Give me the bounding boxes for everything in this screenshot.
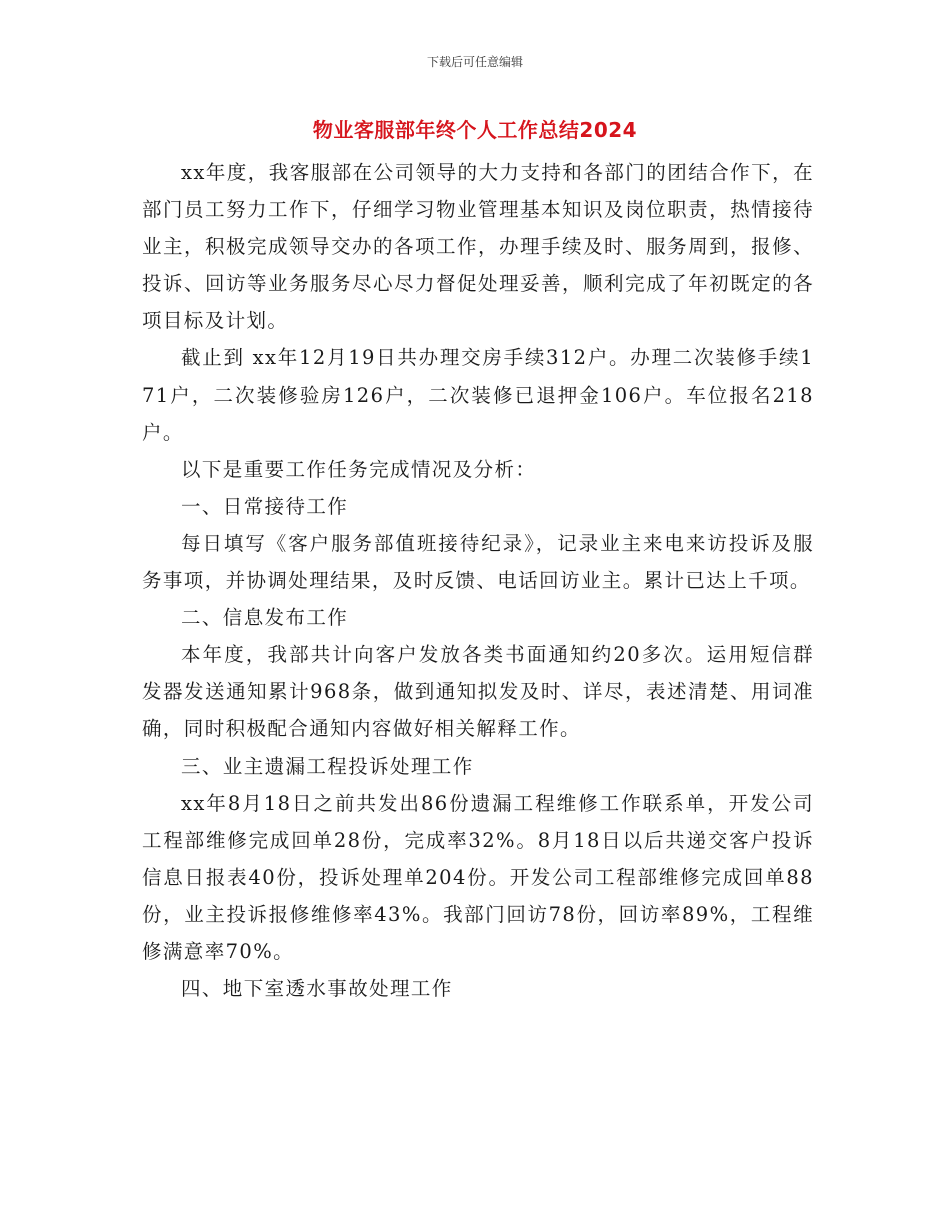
section-heading-basement: 四、地下室透水事故处理工作	[181, 977, 453, 1001]
paragraph-reception: 每日填写《客户服务部值班接待纪录》，记录业主来电来访投诉及服务事项，并协调处理结果，及时反馈、电话回访业主。累计已达上千项。	[142, 531, 814, 593]
section-heading-reception: 一、日常接待工作	[181, 494, 349, 518]
section-heading-information: 二、信息发布工作	[181, 606, 349, 630]
paragraph-complaints: xx年8月18日之前共发出86份遗漏工程维修工作联系单，开发公司工程部维修完成回单28份，完成率32%。8月18日以后共递交客户投诉信息日报表40份，投诉处理单204份。开发公司工程部维修完成回单88份，业主投诉报修维修率43%。我部门回访78份，回访率89%，工程维修满意率70%。	[142, 791, 814, 963]
paragraph-information: 本年度，我部共计向客户发放各类书面通知约20多次。运用短信群发器发送通知累计968条，做到通知拟发及时、详尽，表述清楚、用词准确，同时积极配合通知内容做好相关解释工作。	[142, 643, 814, 741]
document-title: 物业客服部年终个人工作总结2024	[312, 118, 638, 142]
header-note: 下载后可任意编辑	[426, 55, 523, 69]
document-body	[142, 154, 814, 1007]
paragraph-intro: xx年度，我客服部在公司领导的大力支持和各部门的团结合作下，在部门员工努力工作下，仔细学习物业管理基本知识及岗位职责，热情接待业主，积极完成领导交办的各项工作，办理手续及时、服务周到，报修、投诉、回访等业务服务尽心尽力督促处理妥善，顺利完成了年初既定的各项目标及计划。	[142, 161, 814, 333]
paragraph-statistics: 截止到 xx年12月19日共办理交房手续312户。办理二次装修手续171户，二次装修验房126户，二次装修已退押金106户。车位报名218户。	[142, 346, 814, 444]
paragraph-analysis-lead: 以下是重要工作任务完成情况及分析：	[181, 457, 537, 481]
section-heading-complaints: 三、业主遗漏工程投诉处理工作	[181, 754, 474, 778]
